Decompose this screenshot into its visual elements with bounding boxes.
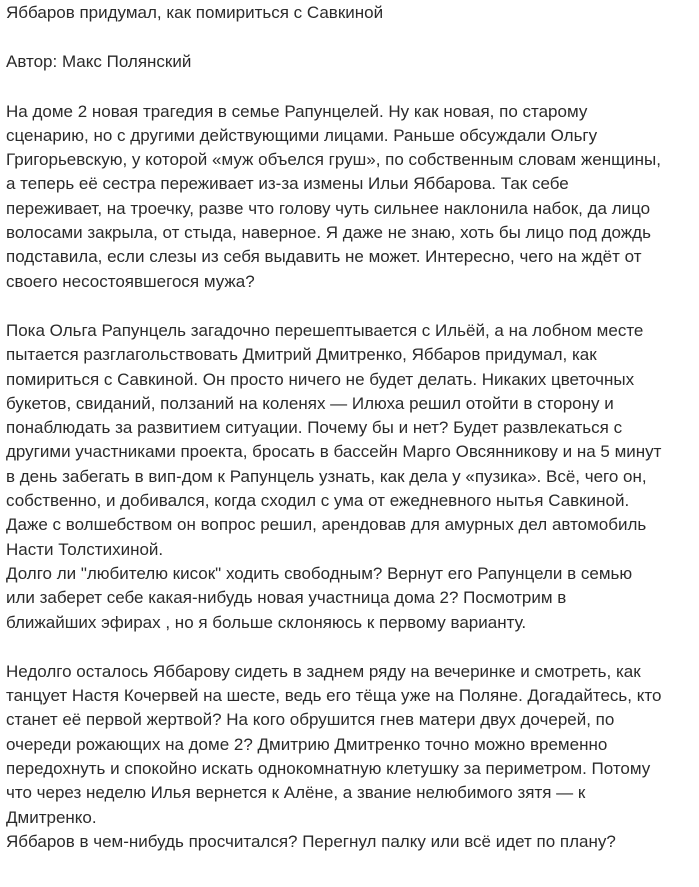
paragraph-5	[6, 830, 696, 854]
paragraph-line: Насти Толстихиной.	[6, 539, 164, 559]
paragraph-line: собственно, и добивался, когда сходил с ума от ежедневного нытья Савкиной.	[6, 491, 630, 511]
paragraph-1	[6, 100, 696, 294]
paragraph-line: помириться с Савкиной. Он просто ничего не будет делать. Никаких цветочных	[6, 369, 635, 389]
paragraph-line: другими участниками проекта, бросать в бассейн Марго Овсянникову и на 5 минут	[6, 442, 662, 462]
paragraph-line: Пока Ольга Рапунцель загадочно перешептывается с Ильёй, а на лобном месте	[6, 320, 644, 340]
paragraph-line: а теперь её сестра переживает из-за измены Ильи Яббарова. Так себе	[6, 174, 569, 194]
paragraph-line: волосами закрыла, от стыда, наверное. Я даже не знаю, хоть бы лицо под дождь	[6, 223, 651, 243]
article-title: Яббаров придумал, как помириться с Савкиной	[6, 3, 384, 22]
article	[6, 0, 696, 854]
paragraph-line: танцует Настя Кочервей на шесте, ведь его тёща уже на Поляне. Догадайтесь, кто	[6, 686, 662, 706]
paragraph-line: понаблюдать за развитием ситуации. Почему бы и нет? Будет развлекаться с	[6, 418, 623, 438]
paragraph-line: пытается разглагольствовать Дмитрий Дмитренко, Яббаров придумал, как	[6, 345, 597, 365]
article-author: Автор: Макс Полянский	[6, 52, 192, 72]
paragraph-3	[6, 562, 696, 635]
paragraph-line: Даже с волшебством он вопрос решил, арендовав для амурных дел автомобиль	[6, 515, 647, 535]
paragraph-line: или заберет себе какая-нибудь новая участница дома 2? Посмотрим в	[6, 588, 567, 608]
paragraph-line: На доме 2 новая трагедия в семье Рапунцелей. Ну как новая, по старому	[6, 101, 588, 121]
paragraph-4	[6, 660, 696, 830]
paragraph-line: Дмитренко.	[6, 807, 97, 827]
paragraph-line: что через неделю Илья вернется к Алёне, а звание нелюбимого зятя — к	[6, 783, 586, 803]
paragraph-line: подставила, если слезы из себя выдавить не может. Интересно, чего на ждёт от	[6, 247, 642, 267]
paragraph-line: очереди рожающих на доме 2? Дмитрию Дмитренко точно можно временно	[6, 734, 608, 754]
paragraph-line: станет её первой жертвой? На кого обрушится гнев матери двух дочерей, по	[6, 710, 615, 730]
paragraph-2	[6, 319, 696, 562]
paragraph-line: переживает, на троечку, разве что голову чуть сильнее наклонила набок, да лицо	[6, 198, 651, 218]
paragraph-line: сценарию, но с другими действующими лицами. Раньше обсуждали Ольгу	[6, 125, 598, 145]
paragraph-line: Долго ли "любителю кисок" ходить свободным? Вернут его Рапунцели в семью	[6, 563, 633, 583]
paragraph-line: в день забегать в вип-дом к Рапунцель узнать, как дела у «пузика». Всё, чего он,	[6, 466, 647, 486]
paragraph-line: Григорьевскую, у которой «муж объелся груш», по собственным словам женщины,	[6, 150, 661, 170]
paragraph-line: букетов, свиданий, ползаний на коленях — Илюха решил отойти в сторону и	[6, 393, 614, 413]
paragraph-line: своего несостоявшегося мужа?	[6, 271, 255, 291]
paragraph-line: передохнуть и спокойно искать однокомнатную клетушку за периметром. Потому	[6, 759, 651, 779]
paragraph-line: Яббаров в чем-нибудь просчитался? Перегнул палку или всё идет по плану?	[6, 831, 616, 851]
paragraph-line: ближайших эфирах , но я больше склоняюсь к первому варианту.	[6, 612, 527, 632]
paragraph-line: Недолго осталось Яббарову сидеть в заднем ряду на вечеринке и смотреть, как	[6, 661, 641, 681]
